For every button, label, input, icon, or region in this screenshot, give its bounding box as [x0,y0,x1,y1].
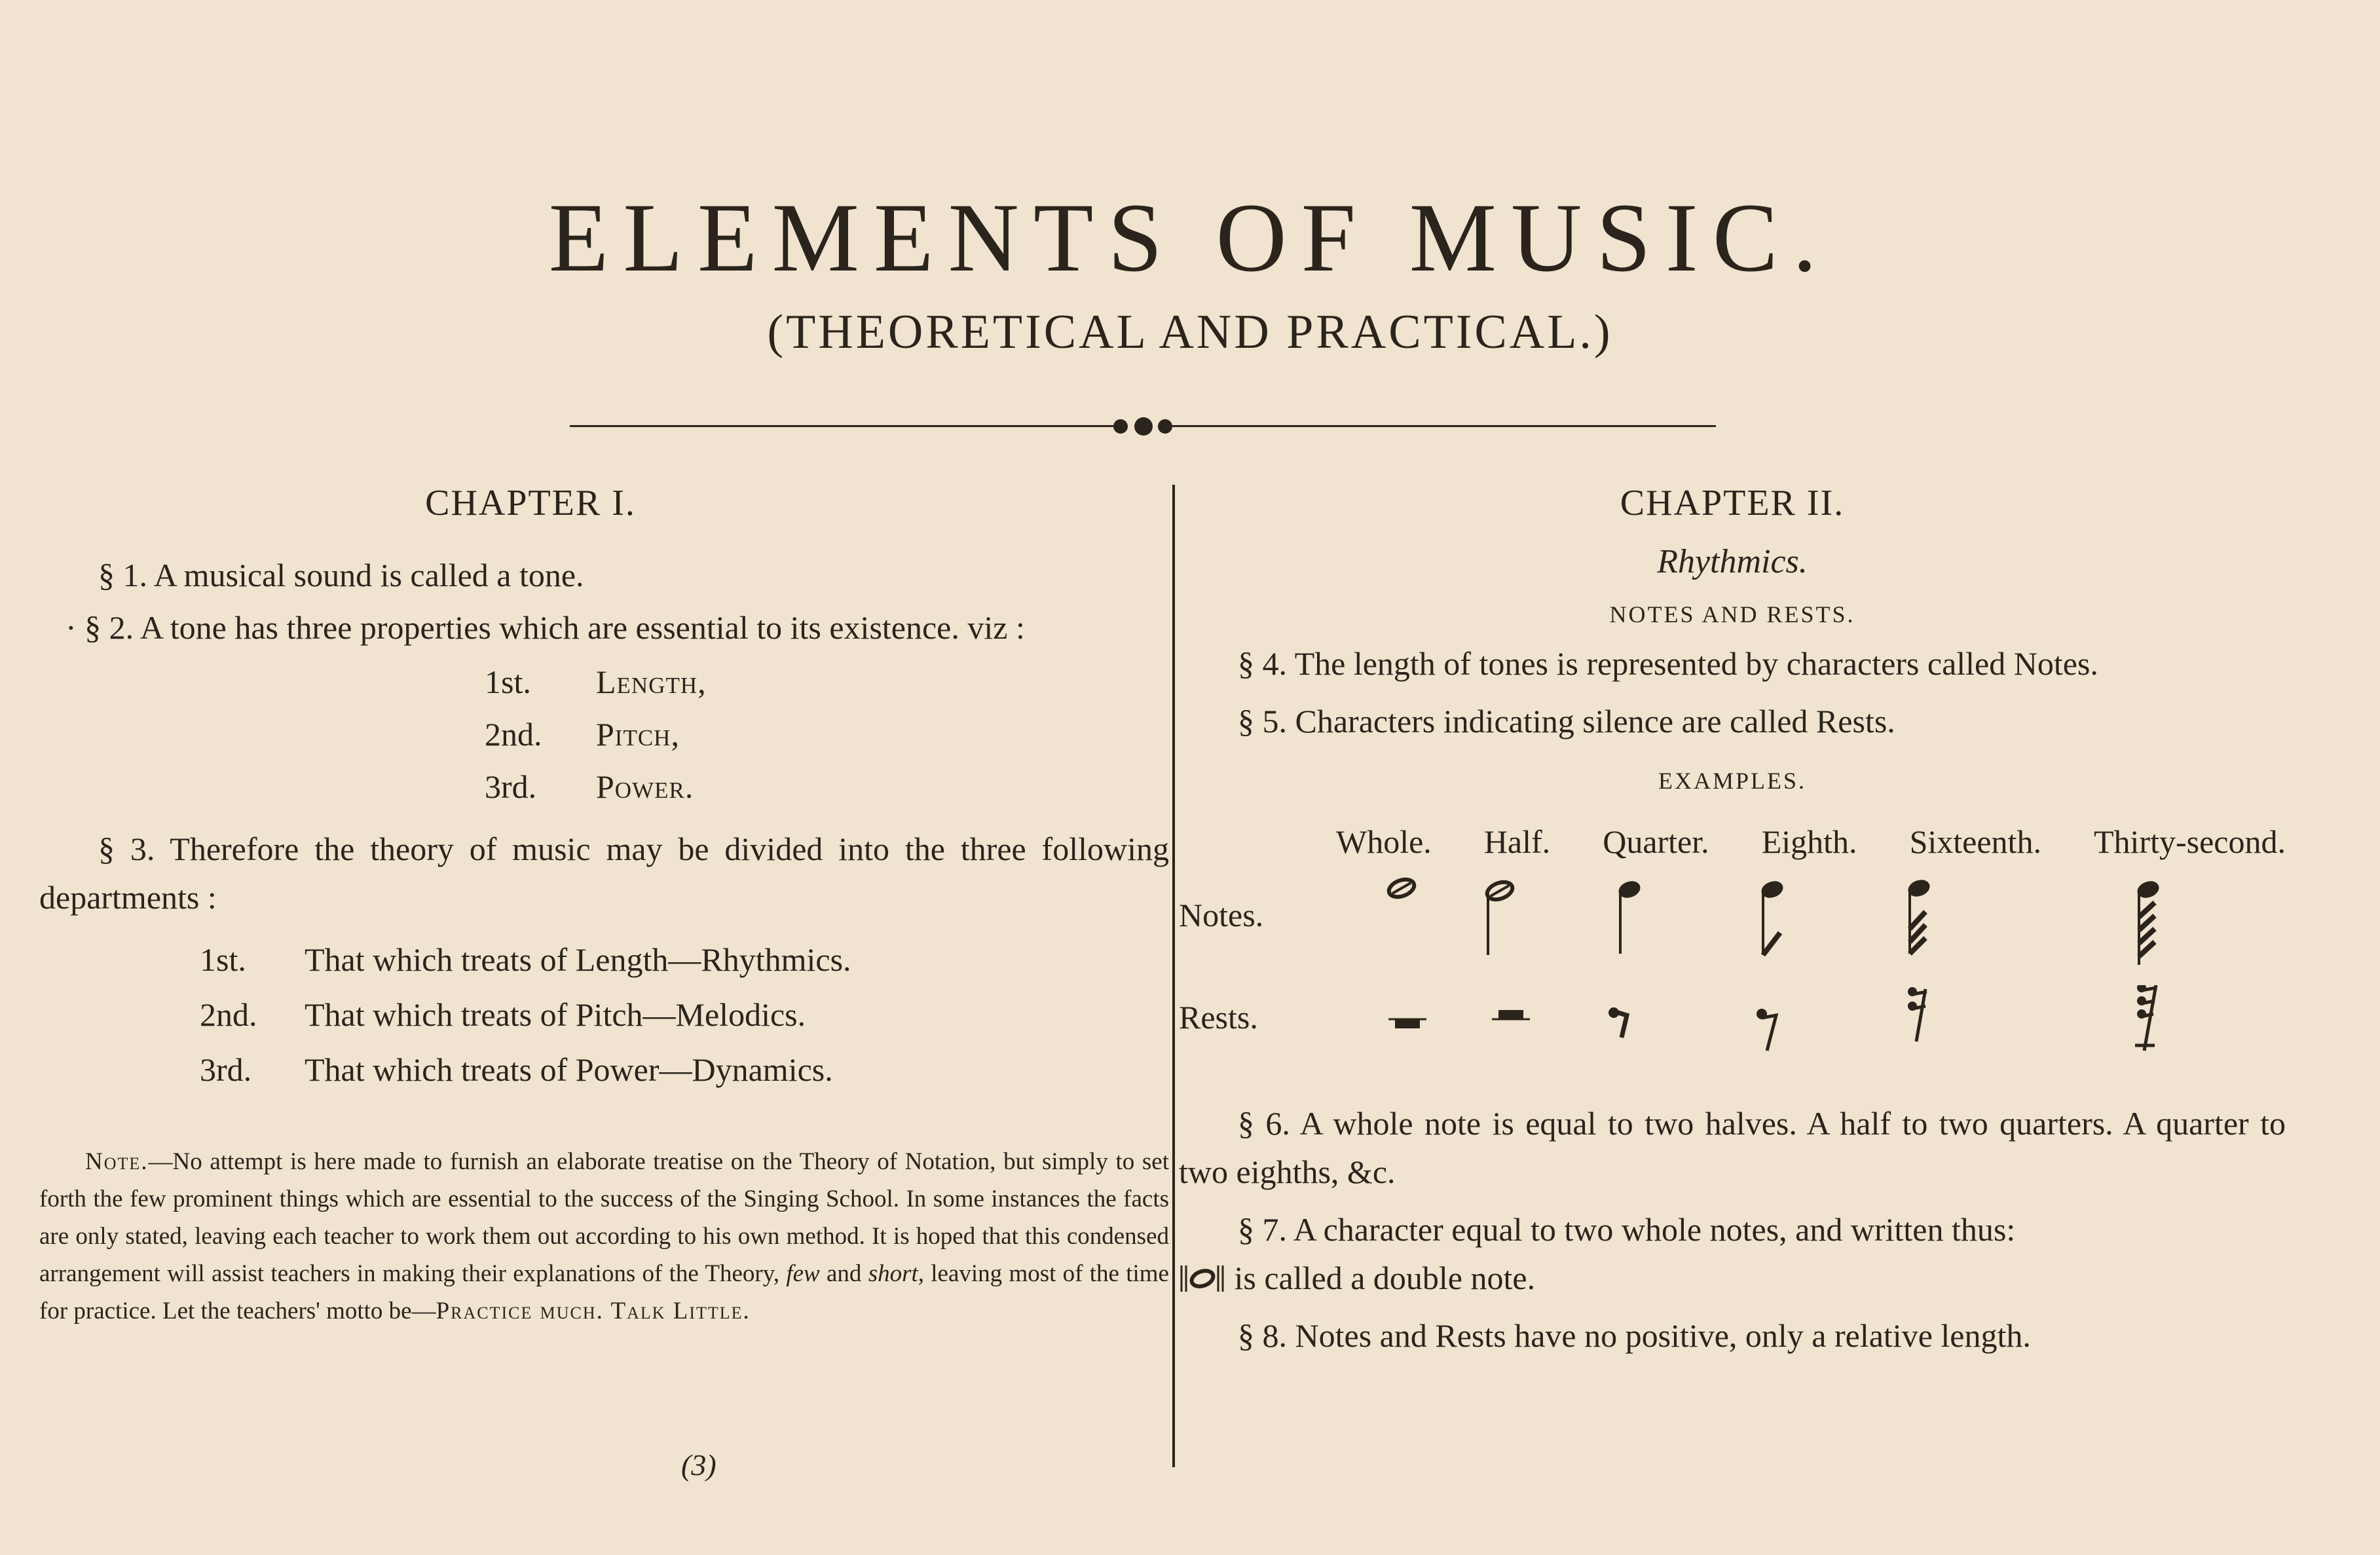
notes-and-rests-heading: NOTES AND RESTS. [1609,601,1855,628]
eighth-rest-icon [1757,1009,1776,1051]
page-title: ELEMENTS OF MUSIC. [548,183,1832,292]
chapter-1-heading: CHAPTER I. [425,483,636,523]
section-2: · § 2. A tone has three properties which are essential to its existence. viz : [65,609,1025,646]
rests-row-glyphs [1179,985,2286,1083]
page-number: (3) [681,1448,716,1482]
list-item: 1st. That which treats of Length—Rhythmics. [200,941,851,978]
notes-row [1179,870,2286,968]
section-8: § 8. Notes and Rests have no positive, only a relative length. [1238,1317,2031,1354]
thirty-second-note-icon [2135,878,2161,965]
properties-list [39,656,1169,813]
examples-heading: EXAMPLES. [1658,768,1807,794]
double-note-icon [1179,1258,1226,1286]
thirty-second-rest-icon [2135,985,2156,1051]
rests-row-label: Rests. [1179,999,1258,1036]
list-item: 2nd. Pitch, [485,716,680,753]
rhythmics-subheading: Rhythmics. [1657,543,1808,580]
list-item: 1st. Length, [485,664,707,700]
notes-row-label: Notes. [1179,897,1264,933]
column-divider [1172,485,1175,1467]
half-note-icon [1485,879,1515,955]
header-quarter: Quarter. [1603,823,1709,860]
rests-row [1179,985,2286,1083]
title-ornament [570,413,1716,439]
quarter-note-icon [1616,878,1643,954]
page-subtitle: (THEORETICAL AND PRACTICAL.) [767,305,1613,359]
section-5: § 5. Characters indicating silence are called Rests. [1238,703,1895,740]
half-rest-icon [1492,1010,1530,1019]
header-sixteenth: Sixteenth. [1909,823,2041,860]
list-item: 2nd. That which treats of Pitch—Melodics. [200,996,806,1033]
eighth-note-icon [1759,878,1785,955]
header-whole: Whole. [1336,823,1432,860]
header-half: Half. [1483,823,1551,860]
motto: Practice much. Talk Little. [436,1298,751,1324]
header-thirty-second: Thirty-second. [2094,823,2286,860]
whole-note-icon [1386,876,1417,900]
section-4: § 4. The length of tones is represented by characters called Notes. [1238,645,2098,682]
section-3: § 3. Therefore the theory of music may be divided into the three following departments : [39,831,1169,916]
chapter-1-column [39,485,1169,1330]
notes-row-glyphs [1179,870,2286,968]
footnote: Note.—No attempt is here made to furnish an elaborate treatise on the Theory of Notation, but simply to set forth the few prominent things which are essential to the success of the Singing School. In some instances the facts are only stated, leaving each teacher to work them out according to his own method. It is hoped that this condensed arrangement will assist teachers in making their explanations of the Theory, few and short, leaving most of the time for practice. Let the teachers' motto be—Practice much. Talk Little. [39,1148,1169,1324]
section-1: § 1. A musical sound is called a tone. [98,557,584,593]
section-6: § 6. A whole note is equal to two halves. A half to two quarters. A quarter to two eighths, &c. [1179,1105,2286,1190]
sixteenth-note-icon [1906,877,1932,954]
list-item: 3rd. That which treats of Power—Dynamics. [200,1051,833,1088]
whole-rest-icon [1388,1019,1426,1028]
chapter-2-heading: CHAPTER II. [1620,483,1845,523]
header-eighth: Eighth. [1761,823,1857,860]
section-7: § 7. A character equal to two whole notes, and written thus: is called a double note. [1179,1205,2286,1302]
list-item: 3rd. Power. [485,768,694,805]
chapter-2-column [1179,485,2286,1360]
note-label: Note. [85,1148,149,1175]
quarter-rest-icon [1608,1007,1627,1038]
sixteenth-rest-icon [1908,987,1927,1041]
departments-list [39,932,1169,1097]
note-type-headers [1179,825,2286,858]
